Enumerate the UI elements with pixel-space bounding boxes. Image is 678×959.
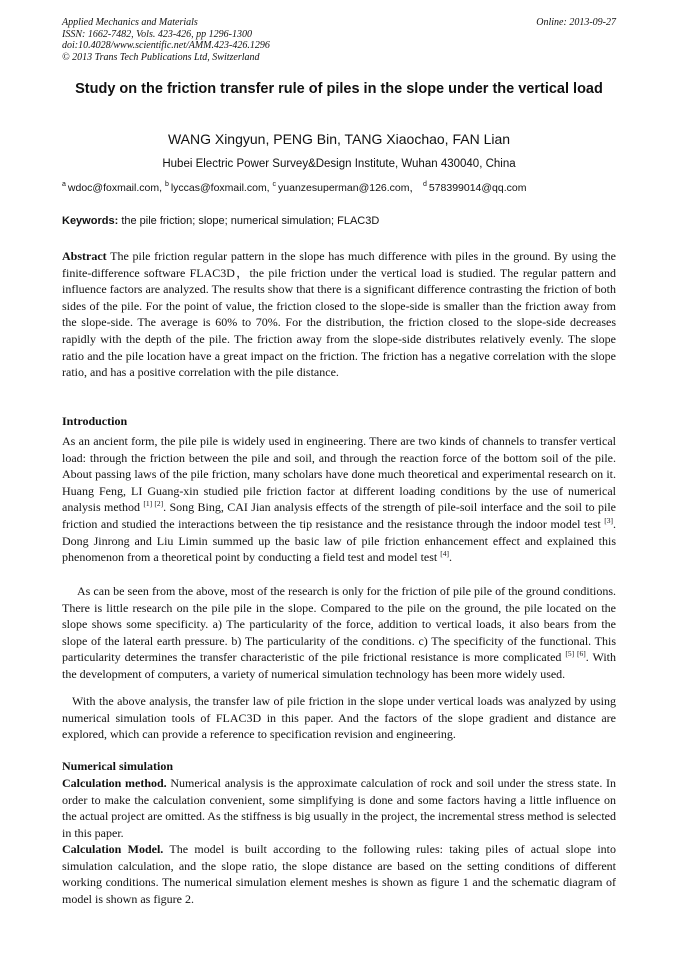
email-c[interactable]: yuanzesuperman@126.com， [278,182,421,194]
numerical-simulation-heading: Numerical simulation [62,759,173,773]
intro-p1-text-b: . Song Bing, CAI Jian analysis effects of the strength of pile-soil interface and the soil to pile friction and studied the interactions between the tip resistance and the resistance through the indoor model test [62,500,617,531]
online-date: Online: 2013-09-27 [536,17,616,28]
citation-5-6: [5] [6] [565,649,586,659]
intro-p1-text-a: As an ancient form, the pile pile is widely used in engineering. There are two kinds of channels to transfer vertical load: through the friction between the pile and soil, and through the reaction force of the bottom soil of the pile. About passing laws of the pile friction, many scholars have done much theoretical and experimental research on it. Huang Feng, LI Guang-xin studied pile friction factor at different loading conditions by the use of numerical analysis method [62,434,616,515]
keywords [62,214,616,228]
email-mark-d: d [422,181,427,188]
intro-p1-text-d: . [448,550,452,565]
introduction-heading: Introduction [62,414,128,428]
citation-1-2: [1] [2] [143,499,164,509]
keywords-label: Keywords: [62,215,119,227]
intro-p2-text-b: . With the development of computers, a variety of numerical simulation technology has been more widely used. [62,650,616,681]
paper-title: Study on the friction transfer rule of piles in the slope under the vertical load [75,81,603,97]
keywords-text: the pile friction; slope; numerical simulation; FLAC3D [121,215,380,227]
email-b[interactable]: lyccas@foxmail.com, [170,182,270,194]
calculation-method-paragraph [62,775,616,841]
citation-3: [3] [604,515,614,525]
calculation-model-paragraph [62,841,616,907]
intro-p1-text-c: . Dong Jinrong and Liu Limin summed up the basic law of pile friction enhancement effect and explained this phenomenon from a theoretical point by conducting a field test and model test [62,516,617,565]
doi-line: doi:10.4028/www.scientific.net/AMM.423-426.1296 [62,40,270,51]
introduction-paragraph-1 [62,433,616,566]
calc-method-label: Calculation method. [62,776,167,790]
calc-model-label: Calculation Model. [62,842,164,856]
calc-method-text: Numerical analysis is the approximate calculation of rock and soil under the stress state. In order to make the calculation convenient, some simplifying is done and some factors having a little influence on the actual project are omitted. As the stiffness is big usually in the project, the incremental stress method is selected in this paper. [62,776,617,840]
calc-model-text: The model is built according to the following rules: taking piles of actual slope into simulation calculation, and the slope ratio, the slope distance are based on the setting conditions of different working conditions. The numerical simulation element meshes is shown as figure 1 and the schematic diagram of model is shown as figure 2. [62,842,616,906]
introduction-paragraph-2 [62,583,616,683]
email-a[interactable]: wdoc@foxmail.com, [67,182,163,194]
intro-p2-text-a: As can be seen from the above, most of the research is only for the friction of pile pile of the ground conditions. There is little research on the pile pile in the slope. Compared to the pile on the ground, the pile located on the slope shows some specificity. a) The particularity of the force, addition to vertical loads, it also bears from the slope of the lateral earth pressure. b) The particularity of the conditions. c) The specificity of the functional. This particularity determines the transfer characteristic of the pile frictional resistance is more complicated [62,584,616,665]
email-mark-a: a [62,181,66,188]
citation-4: [4] [440,549,449,559]
email-list [62,178,622,195]
abstract-label: Abstract [62,249,107,263]
issn-line: ISSN: 1662-7482, Vols. 423-426, pp 1296-1300 [62,28,252,40]
abstract-text: The pile friction regular pattern in the slope has much difference with piles in the ground. By using the finite-difference software FLAC3D，the pile friction under the vertical load is studied. The regular pattern and influence factors are analyzed. The results show that there is a significant difference contrasting the friction of both sides of the pile. For the point of value, the friction closed to the slope-side is smaller than the friction away from the slope-side. The average is 60% to 70%. For the distribution, the friction closed to the slope-side decreases rapidly with the depth of the pile. The friction away from the slope-side distributes relatively evenly. The slope ratio and the pile location have a great impact on the friction. The friction has a negative correlation with the slope ratio, and has a positive correlation with the pile distance. [62,249,616,380]
introduction-paragraph-3: With the above analysis, the transfer law of pile friction in the slope under vertical loads was analyzed by using numerical simulation tools of FLAC3D in this paper. And the factors of the slope gradient and distance are explored, which can provide a reference to specification revision and engineering. [62,694,616,742]
copyright-line: © 2013 Trans Tech Publications Ltd, Switzerland [62,51,260,63]
affiliation: Hubei Electric Power Survey&Design Institute, Wuhan 430040, China [162,158,516,170]
email-mark-c: c [272,181,277,188]
email-d[interactable]: 578399014@qq.com [428,182,527,194]
author-list: WANG Xingyun, PENG Bin, TANG Xiaochao, FAN Lian [167,131,511,147]
journal-name: Applied Mechanics and Materials [62,17,198,28]
journal-header [62,17,616,63]
email-mark-b: b [164,181,169,188]
abstract [62,248,616,381]
